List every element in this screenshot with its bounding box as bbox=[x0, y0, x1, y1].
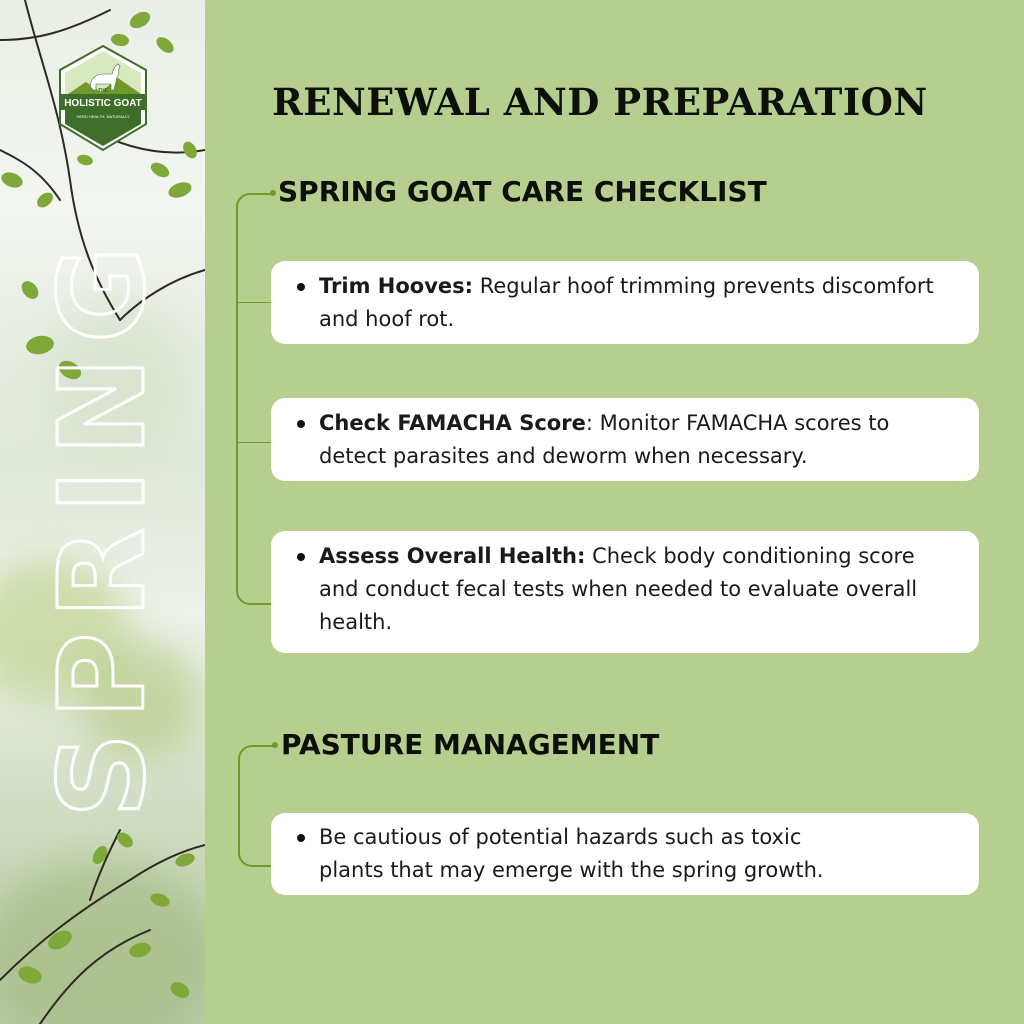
logo-name: HOLISTIC GOAT bbox=[64, 98, 142, 109]
section-heading-pasture-management: PASTURE MANAGEMENT bbox=[281, 728, 660, 761]
item-label: Check FAMACHA Score bbox=[319, 411, 586, 435]
item-label: Assess Overall Health: bbox=[319, 544, 586, 568]
item-label: Trim Hooves: bbox=[319, 274, 474, 298]
spring-vertical-word: SPRING bbox=[33, 232, 171, 818]
item-text: Regular hoof trimming prevents discomfort and hoof rot. bbox=[319, 274, 934, 331]
connector-branch bbox=[236, 442, 272, 443]
checklist-card-trim-hooves bbox=[271, 261, 979, 344]
spring-photo-strip bbox=[0, 0, 205, 1024]
checklist-card-famacha bbox=[271, 398, 979, 481]
pasture-connector-line bbox=[238, 745, 274, 867]
checklist-card-overall-health bbox=[271, 531, 979, 653]
connector-branch bbox=[236, 302, 272, 303]
page-title: RENEWAL AND PREPARATION bbox=[272, 80, 928, 124]
svg-text:THE: THE bbox=[98, 88, 108, 94]
checklist-connector-line bbox=[236, 193, 274, 605]
section-heading-spring-checklist: SPRING GOAT CARE CHECKLIST bbox=[278, 175, 767, 208]
logo-tagline: HERD HEALTH, NATURALLY bbox=[76, 114, 130, 119]
item-text: Check body conditioning score and conduct fecal tests when needed to evaluate overall health. bbox=[319, 544, 918, 634]
connector-dot bbox=[272, 742, 278, 748]
pasture-card-hazards bbox=[271, 813, 979, 895]
connector-dot bbox=[270, 190, 276, 196]
item-text: : Monitor FAMACHA scores to detect parasites and deworm when necessary. bbox=[319, 411, 890, 468]
holistic-goat-logo bbox=[56, 44, 150, 152]
item-text: Be cautious of potential hazards such as toxic plants that may emerge with the spring growth. bbox=[319, 825, 824, 882]
